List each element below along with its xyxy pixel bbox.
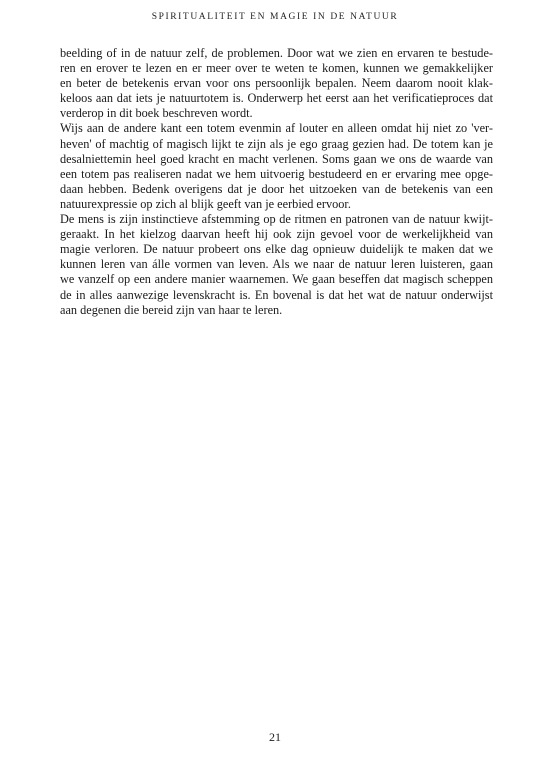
text-line: en beter de betekenis ervan voor ons persoonlijk bepalen. Neem daarom nooit klak-: [60, 76, 493, 91]
page-number: 21: [269, 730, 281, 744]
text-line: beelding of in de natuur zelf, de problemen. Door wat we zien en ervaren te bestude-: [60, 46, 493, 60]
text-line: heven' of machtig of magisch lijkt te zijn als je ego graag gezien had. De totem kan je: [60, 136, 493, 151]
text-line: ren en erover te lezen en er meer over te weten te komen, kunnen we gemakkelijker: [60, 61, 493, 76]
text-line: geraakt. In het kielzog daarvan heeft hij ook zijn gevoel voor de werkelijkheid van: [60, 227, 493, 242]
text-line: daan hebben. Bedenk overigens dat je door het uitzoeken van de betekenis van een: [60, 181, 493, 196]
text-line: magie verloren. De natuur probeert ons elke dag opnieuw duidelijk te maken dat we: [60, 242, 493, 257]
text-line: kunnen leren van álle vormen van leven. Als we naar de natuur leren luisteren, gaan: [60, 257, 493, 272]
text-line: De mens is zijn instinctieve afstemming op de ritmen en patronen van de natuur kwijt-: [60, 212, 493, 227]
text-line: natuurexpressie op zich al blijk geeft van je eerbied ervoor.: [60, 196, 351, 211]
text-line: een totem pas realiseren nadat we hem uitvoerig bestudeerd en er ervaring mee opge-: [60, 166, 493, 181]
text-line: keloos aan dat iets je natuurtotem is. Onderwerp het eerst aan het verificatieproces dat: [60, 91, 493, 106]
text-line: de in alles aanwezige levenskracht is. En bovenal is dat het wat de natuur onderwijst: [60, 287, 493, 302]
paragraph-1: [60, 46, 493, 121]
text-line: we vanzelf op een andere manier waarnemen. We gaan beseffen dat magisch scheppen: [60, 272, 493, 287]
paragraph-2: [60, 121, 493, 212]
text-line: aan degenen die bereid zijn van haar te leren.: [60, 302, 283, 317]
text-line: verderop in dit boek beschreven wordt.: [60, 106, 253, 121]
text-line: Wijs aan de andere kant een totem evenmin af louter en alleen omdat hij niet zo 'ver-: [60, 121, 493, 136]
body-text: [60, 46, 493, 318]
running-header: SPIRITUALITEIT EN MAGIE IN DE NATUUR: [151, 12, 399, 22]
paragraph-3: [60, 212, 493, 318]
text-line: desalniettemin heel goed kracht en macht verlenen. Soms gaan we ons de waarde van: [60, 151, 493, 166]
